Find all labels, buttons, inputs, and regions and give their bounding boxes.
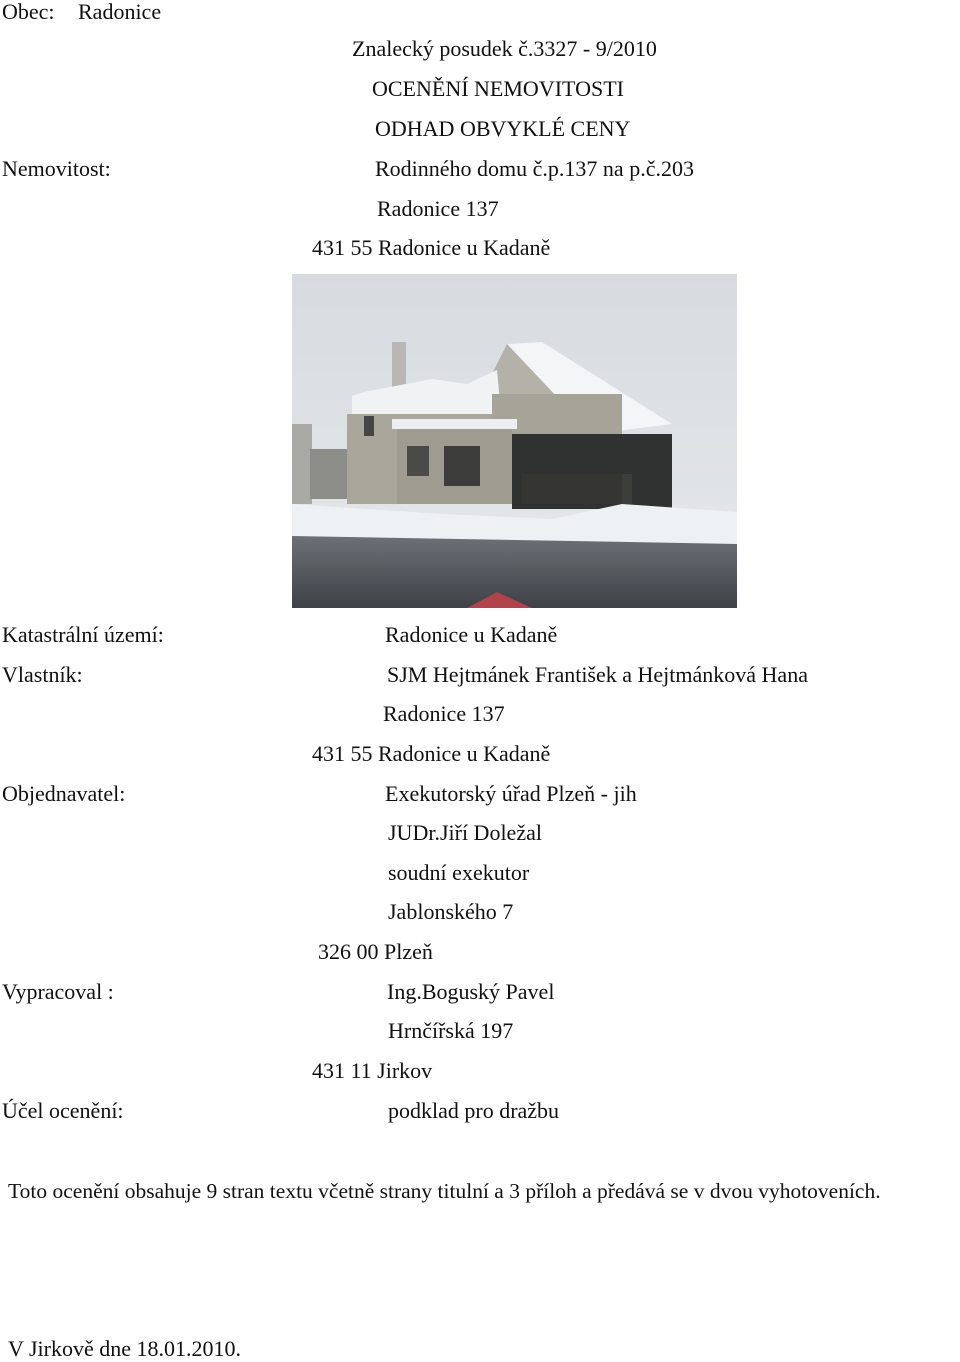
purpose-value: podklad pro dražbu xyxy=(388,1098,560,1123)
obec-label: Obec: xyxy=(2,0,55,24)
client-label: Objednavatel: xyxy=(2,781,126,806)
author-street: Hrnčířská 197 xyxy=(388,1018,514,1043)
obec-value: Radonice xyxy=(78,0,162,24)
property-label: Nemovitost: xyxy=(2,156,111,181)
summary-text: Toto ocenění obsahuje 9 stran textu včetně strany titulní a 3 příloh a předává se v dvou vyhotoveních. xyxy=(8,1179,881,1203)
owner-label: Vlastník: xyxy=(2,662,83,687)
author-city: 431 11 Jirkov xyxy=(312,1058,433,1083)
client-city: 326 00 Plzeň xyxy=(318,939,433,964)
owner-name: SJM Hejtmánek František a Hejtmánková Hana xyxy=(387,662,808,687)
client-street: Jablonského 7 xyxy=(388,899,514,924)
cadastral-value: Radonice u Kadaně xyxy=(385,622,558,647)
client-role: soudní exekutor xyxy=(388,860,530,885)
place-date: V Jirkově dne 18.01.2010. xyxy=(8,1336,242,1361)
report-number: Znalecký posudek č.3327 - 9/2010 xyxy=(352,36,657,61)
cadastral-label: Katastrální území: xyxy=(2,622,164,647)
house-photo-illustration xyxy=(292,274,737,608)
purpose-label: Účel ocenění: xyxy=(2,1098,124,1123)
property-address2: 431 55 Radonice u Kadaně xyxy=(312,235,551,260)
property-value: Rodinného domu č.p.137 na p.č.203 xyxy=(375,156,694,181)
client-office: Exekutorský úřad Plzeň - jih xyxy=(385,781,637,806)
title-line2: ODHAD OBVYKLÉ CENY xyxy=(375,116,631,141)
author-name: Ing.Boguský Pavel xyxy=(387,979,555,1004)
client-person: JUDr.Jiří Doležal xyxy=(388,820,542,845)
title-line1: OCENĚNÍ NEMOVITOSTI xyxy=(372,76,624,101)
house-photo xyxy=(292,274,737,608)
owner-address2: 431 55 Radonice u Kadaně xyxy=(312,741,551,766)
author-label: Vypracoval : xyxy=(2,979,114,1004)
owner-address1: Radonice 137 xyxy=(383,701,505,726)
property-address1: Radonice 137 xyxy=(377,196,499,221)
